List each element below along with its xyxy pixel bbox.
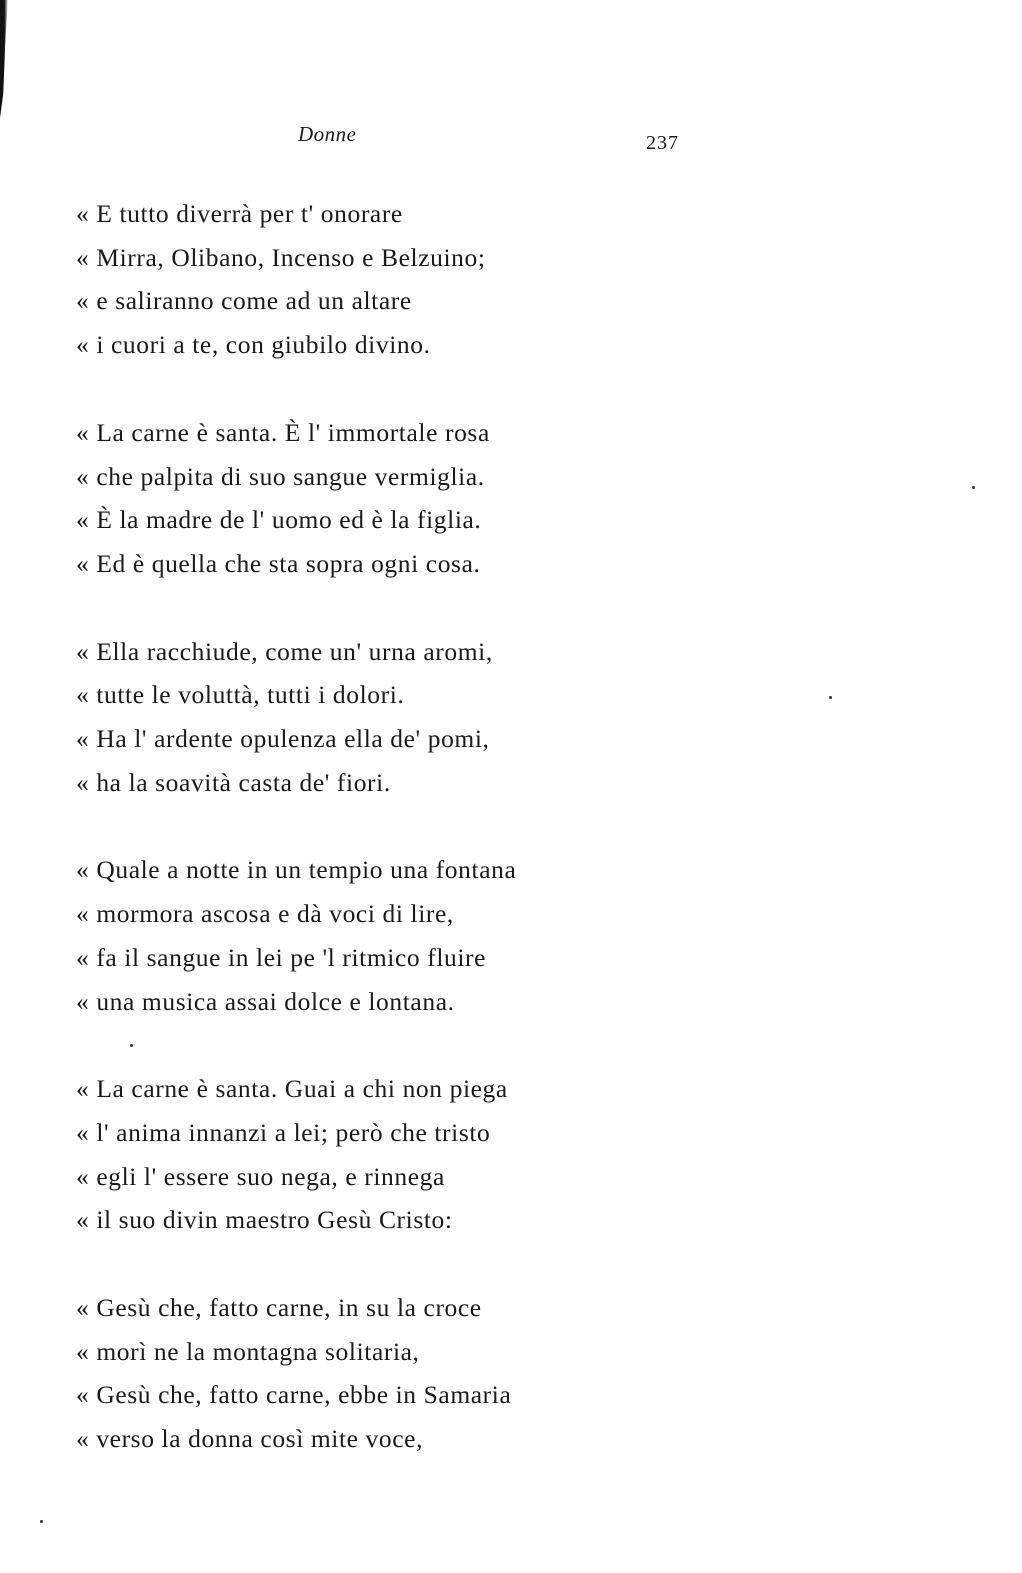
verse-line: « Quale a notte in un tempio una fontana (76, 855, 517, 885)
verse-line: « il suo divin maestro Gesù Cristo: (76, 1205, 453, 1235)
stanza (76, 1067, 636, 1242)
verse-line: « una musica assai dolce e lontana. (76, 986, 455, 1016)
stanza (76, 848, 636, 1023)
verse-line: « La carne è santa. Guai a chi non piega (76, 1074, 508, 1104)
page-number: 237 (646, 132, 679, 154)
verse-line: « È la madre de l' uomo ed è la figlia. (76, 505, 482, 535)
page-header (0, 122, 1022, 162)
verse-line: « verso la donna così mite voce, (76, 1424, 424, 1454)
verse-line: « Gesù che, fatto carne, ebbe in Samaria (76, 1380, 512, 1410)
stanza (76, 630, 636, 805)
verse-line: « morì ne la montagna solitaria, (76, 1336, 420, 1366)
poem (76, 192, 636, 1505)
stanza (76, 1286, 636, 1461)
verse-line: « Ed è quella che sta sopra ogni cosa. (76, 548, 481, 578)
scan-speck (40, 1520, 43, 1523)
verse-line: « mormora ascosa e dà voci di lire, (76, 899, 454, 929)
verse-line: « Ella racchiude, come un' urna aromi, (76, 636, 493, 666)
verse-line: « tutte le voluttà, tutti i dolori. (76, 680, 405, 710)
verse-line: « fa il sangue in lei pe 'l ritmico fluire (76, 942, 487, 972)
scan-speck (130, 1044, 133, 1047)
verse-line: « e saliranno come ad un altare (76, 286, 412, 316)
verse-line: « La carne è santa. È l' immortale rosa (76, 417, 490, 447)
verse-line: « ha la soavità casta de' fiori. (76, 767, 391, 797)
stanza (76, 192, 636, 367)
page-edge-shadow (0, 0, 8, 118)
verse-line: « E tutto diverrà per t' onorare (76, 199, 403, 228)
verse-line: « i cuori a te, con giubilo divino. (76, 330, 431, 360)
scan-speck (829, 696, 832, 699)
verse-line: « Mirra, Olibano, Incenso e Belzuino; (76, 242, 486, 272)
running-title: Donne (298, 122, 357, 146)
verse-line: « che palpita di suo sangue vermiglia. (76, 461, 485, 491)
verse-line: « Gesù che, fatto carne, in su la croce (76, 1293, 482, 1323)
verse-line: « Ha l' ardente opulenza ella de' pomi, (76, 724, 490, 754)
scan-speck (972, 486, 975, 489)
verse-line: « l' anima innanzi a lei; però che tristo (76, 1117, 491, 1147)
stanza (76, 411, 636, 586)
verse-line: « egli l' essere suo nega, e rinnega (76, 1161, 445, 1191)
